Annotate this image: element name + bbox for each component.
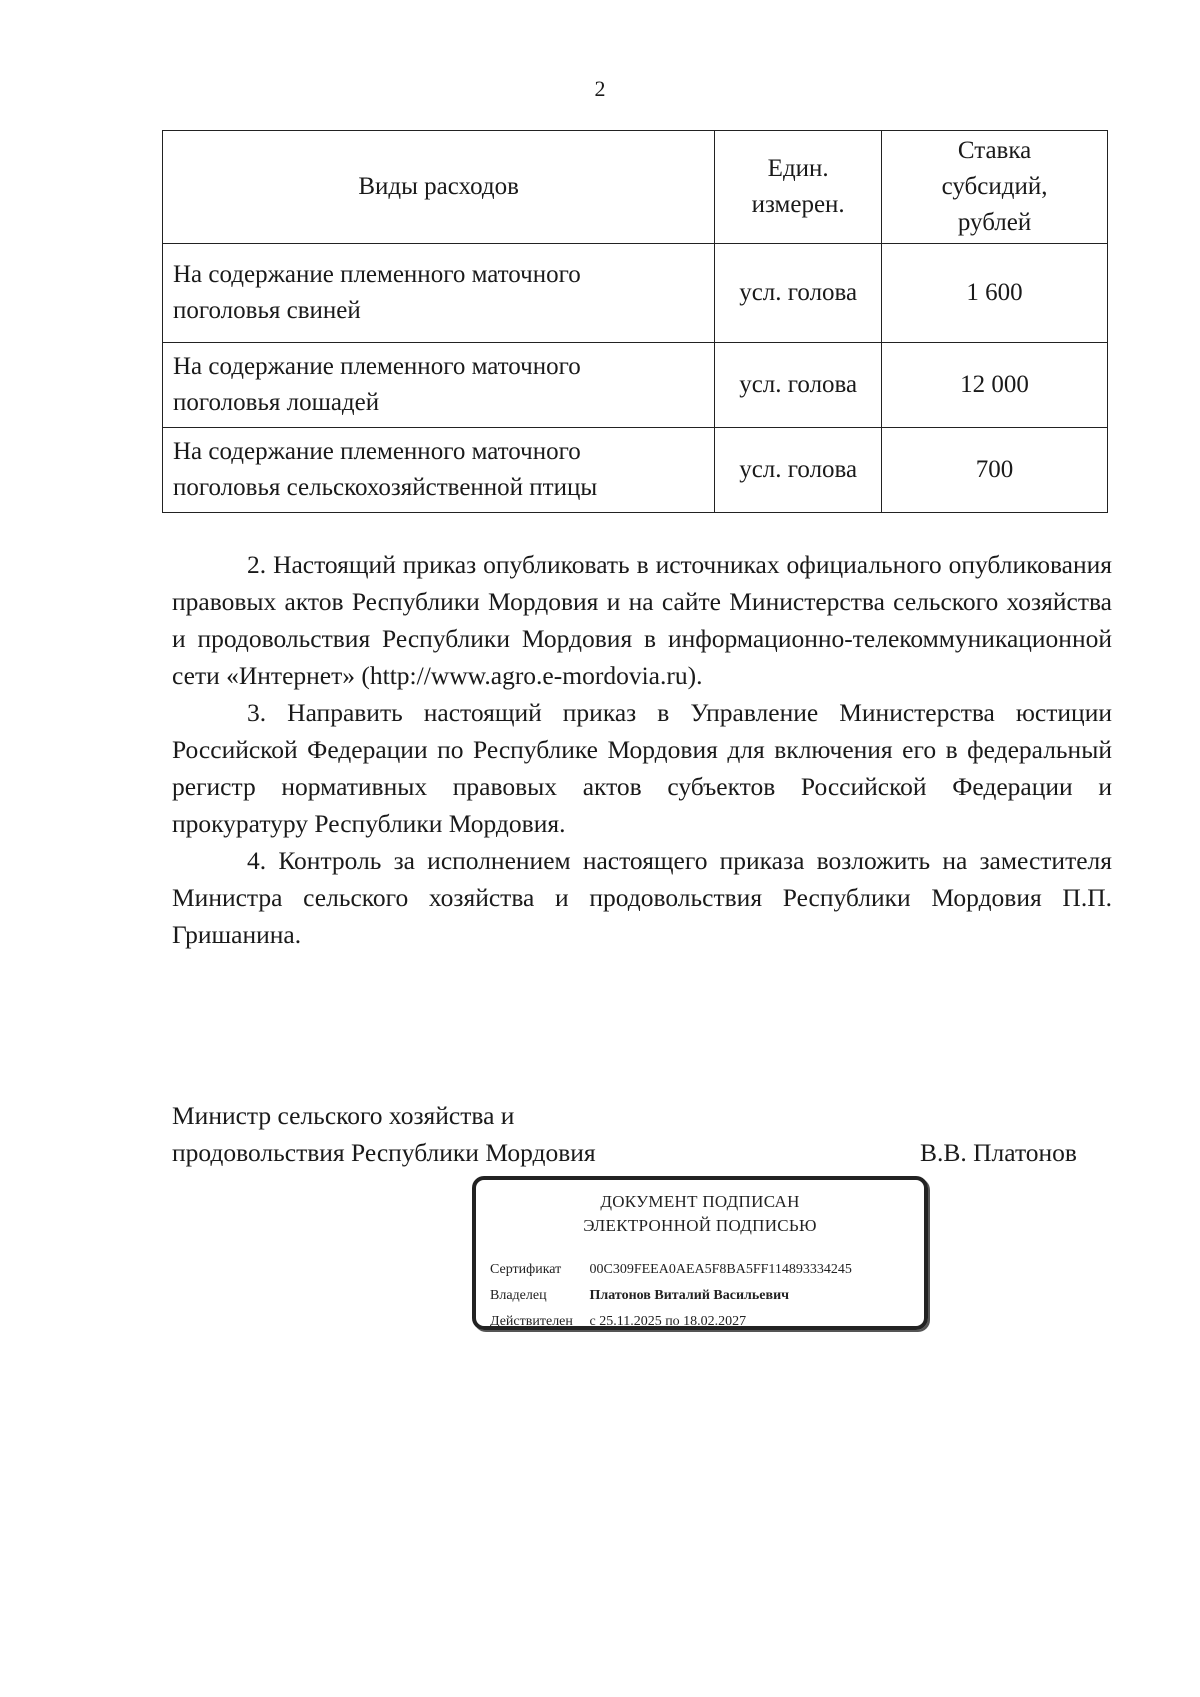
stamp-title-line2: ЭЛЕКТРОННОЙ ПОДПИСЬЮ	[583, 1216, 817, 1235]
cell-rate: 1 600	[882, 244, 1108, 343]
order-body	[172, 546, 1112, 953]
page-number: 2	[594, 76, 606, 101]
cell-expense-type: На содержание племенного маточного поголовья сельскохозяйственной птицы	[163, 428, 715, 513]
signatory-position-line1: Министр сельского хозяйства и	[172, 1101, 515, 1130]
cell-unit: усл. голова	[715, 428, 882, 513]
paragraph-justice-registry: 3. Направить настоящий приказ в Управление Министерства юстиции Российской Федерации по Республике Мордовия для включения его в федеральный регистр нормативных правовых актов субъектов Российской Федерации и прокуратуру Республики Мордовия.	[172, 698, 1112, 838]
table-header-row	[163, 131, 1108, 244]
cell-rate: 12 000	[882, 343, 1108, 428]
header-unit: Един. измерен.	[715, 131, 882, 244]
stamp-certificate-label: Сертификат	[490, 1262, 562, 1277]
cell-expense-type: На содержание племенного маточного поголовья лошадей	[163, 343, 715, 428]
electronic-signature-stamp	[472, 1176, 928, 1330]
table-row	[163, 343, 1108, 428]
cell-expense-type: На содержание племенного маточного поголовья свиней	[163, 244, 715, 343]
header-expense-type: Виды расходов	[163, 131, 715, 244]
stamp-title	[476, 1190, 924, 1238]
table-row	[163, 244, 1108, 343]
paragraph-control: 4. Контроль за исполнением настоящего приказа возложить на заместителя Министра сельского хозяйства и продовольствия Республики Мордовия П.П. Гришанина.	[172, 846, 1112, 949]
stamp-certificate-row	[490, 1262, 852, 1278]
stamp-owner-label: Владелец	[490, 1288, 547, 1303]
signatory-position	[172, 1097, 732, 1171]
paragraph-publish: 2. Настоящий приказ опубликовать в источниках официального опубликования правовых актов Республики Мордовия и на сайте Министерства сельского хозяйства и продовольствия Республики Мордовия в информационно-телекоммуникационной сети «Интернет» (http://www.agro.e-mordovia.ru).	[172, 550, 1112, 690]
stamp-validity-label: Действителен	[490, 1314, 573, 1329]
signatory-name: В.В. Платонов	[920, 1138, 1077, 1167]
signatory-position-line2: продовольствия Республики Мордовия	[172, 1138, 596, 1167]
stamp-validity-value: с 25.11.2025 по 18.02.2027	[589, 1314, 747, 1329]
stamp-certificate-value: 00C309FEEA0AEA5F8BA5FF114893334245	[589, 1262, 852, 1277]
table-row	[163, 428, 1108, 513]
subsidy-rates-table	[162, 130, 1108, 513]
stamp-owner-row	[490, 1288, 789, 1304]
stamp-title-line1: ДОКУМЕНТ ПОДПИСАН	[600, 1192, 800, 1211]
cell-unit: усл. голова	[715, 343, 882, 428]
header-rate: Ставка субсидий, рублей	[882, 131, 1108, 244]
cell-unit: усл. голова	[715, 244, 882, 343]
stamp-validity-row	[490, 1314, 746, 1330]
stamp-owner-value: Платонов Виталий Васильевич	[589, 1288, 790, 1303]
cell-rate: 700	[882, 428, 1108, 513]
